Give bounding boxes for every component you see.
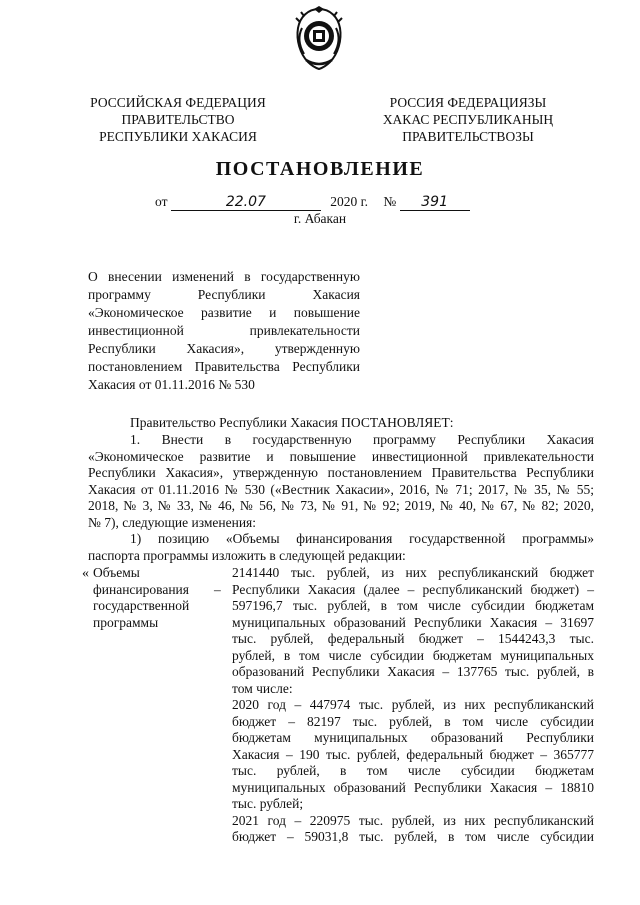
subject-line: «Экономическое развитие и повышение (88, 305, 360, 320)
financing-value-line: бюджетам муниципальных образований Республики (232, 730, 594, 745)
item-1-line: № 7), следующие изменения: (88, 514, 257, 530)
header-left-line: ПРАВИТЕЛЬСТВО (121, 112, 235, 127)
label-dash: – (214, 582, 221, 597)
subject-line: программу Республики Хакасия (88, 287, 360, 302)
coat-of-arms-icon (288, 6, 350, 72)
header-left-line: РОССИЙСКАЯ ФЕДЕРАЦИЯ (90, 95, 266, 110)
financing-value-line: том числе: (232, 680, 293, 696)
subject-line: инвестиционной привлекательности (88, 323, 360, 338)
item-1 (88, 432, 594, 531)
subject-line: постановлением Правительства Республики (88, 359, 360, 374)
subject-line: Республики Хакасия», утвержденную (88, 341, 360, 356)
resolution-text (88, 415, 594, 432)
financing-value (232, 565, 594, 846)
financing-label-line: Объемы (93, 565, 140, 580)
financing-label-line: государственной (93, 598, 190, 613)
decree-year: 2020 г. (330, 194, 368, 209)
item-1-line: «Экономическое развитие и повышение инвестиционной привлекательности (88, 448, 594, 464)
financing-value-line: образований Республики Хакасия – 137765 тыс. рублей, в (232, 664, 594, 679)
financing-value-line: рублей, в том числе субсидии бюджетам муниципальных (232, 647, 594, 663)
item-1-line: Хакасия от 01.11.2016 № 530 («Вестник Хакасии», 2016, № 71; 2017, № 35, № 55; (88, 481, 594, 497)
financing-value-line: Республики Хакасия (далее – республиканский бюджет) – (232, 581, 594, 597)
financing-value-line: муниципальных образований Республики Хакасия – 31697 (232, 614, 594, 630)
financing-value-line: тыс. рублей, в том числе субсидии бюджетам (232, 763, 594, 778)
item-1-line: 2018, № 3, № 33, № 46, № 56, № 73, № 91, № 92; 2019, № 40, № 67, № 82; 2020, (88, 498, 594, 513)
subitem-1-line: паспорта программы изложить в следующей редакции: (88, 547, 406, 563)
header-right-block (368, 94, 568, 145)
header-left-block (78, 94, 278, 145)
financing-value-line: Хакасия – 190 тыс. рублей, федеральный бюджет – 365777 (232, 746, 594, 762)
financing-value-line: муниципальных образований Республики Хакасия – 18810 (232, 779, 594, 795)
decree-subject (88, 268, 360, 394)
item-1-line: Республики Хакасия», утвержденную постановлением Правительства Республики (88, 465, 594, 480)
subject-line: О внесении изменений в государственную (88, 269, 360, 284)
financing-value-line: тыс. рублей; (232, 796, 304, 811)
financing-value-line: бюджет – 59031,8 тыс. рублей, в том числе субсидии (232, 829, 594, 844)
financing-value-line: 2020 год – 447974 тыс. рублей, из них республиканский (232, 697, 594, 712)
financing-value-line: 2141440 тыс. рублей, из них республиканский бюджет (232, 565, 594, 580)
open-quote: « (82, 566, 89, 581)
number-label: № (383, 194, 397, 209)
city: г. Абакан (293, 211, 347, 226)
document-title: ПОСТАНОВЛЕНИЕ (215, 158, 425, 180)
decree-number: 391 (400, 194, 470, 211)
financing-value-line: бюджет – 82197 тыс. рублей, в том числе субсидии (232, 713, 594, 729)
item-1-line: 1. Внести в государственную программу Республики Хакасия (130, 432, 594, 447)
decree-date: 22.07 (171, 194, 321, 211)
financing-label-line: программы (93, 614, 159, 630)
financing-label-line: финансирования (93, 581, 189, 597)
resolution-line: Правительство Республики Хакасия ПОСТАНОВЛЯЕТ: (130, 415, 454, 430)
from-label: от (155, 194, 168, 209)
header-right-line: ХАКАС РЕСПУБЛИКАНЫҢ (382, 112, 554, 127)
financing-label (93, 565, 218, 631)
financing-value-line: 2021 год – 220975 тыс. рублей, из них республиканский (232, 812, 594, 828)
header-right-line: ПРАВИТЕЛЬСТВОЗЫ (402, 129, 534, 144)
decree-number-line (155, 194, 485, 211)
header-right-line: РОССИЯ ФЕДЕРАЦИЯЗЫ (389, 95, 547, 110)
financing-value-line: тыс. рублей, федеральный бюджет – 1544243,3 тыс. (232, 631, 594, 646)
subject-line: Хакасия от 01.11.2016 № 530 (88, 377, 255, 392)
financing-value-line: 597196,7 тыс. рублей, в том числе субсидии бюджетам (232, 598, 594, 613)
header-left-line: РЕСПУБЛИКИ ХАКАСИЯ (99, 129, 257, 144)
subitem-1-line: 1) позицию «Объемы финансирования государственной программы» (130, 531, 594, 546)
subitem-1 (88, 531, 594, 564)
